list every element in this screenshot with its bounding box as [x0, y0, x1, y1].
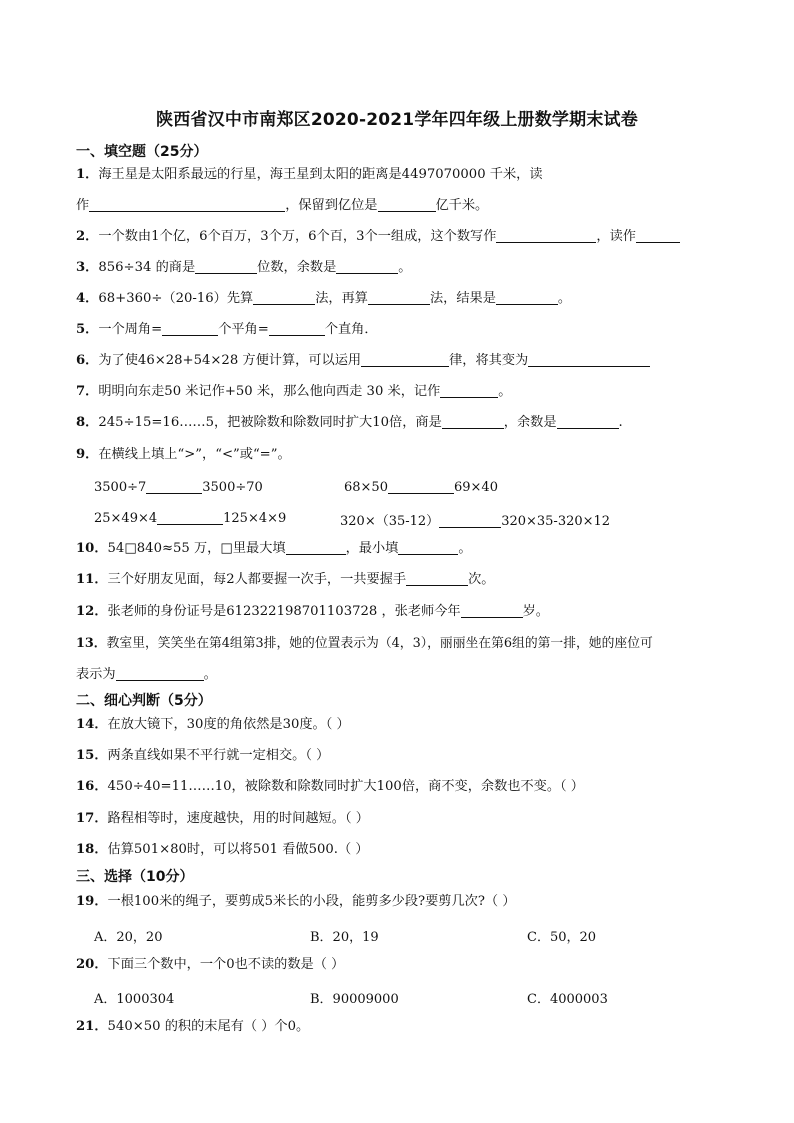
answer-blank[interactable]: [361, 352, 449, 367]
question-text: 表示为: [76, 667, 116, 682]
question-text: 。: [398, 260, 412, 275]
question-18: [76, 841, 754, 859]
section-true-false: 二、细心判断（5分）: [76, 693, 212, 709]
answer-blank[interactable]: [496, 228, 596, 243]
compare-item: 68×50 69×40: [344, 480, 498, 495]
question-text: 一个周角=: [98, 322, 163, 337]
question-text: 68+360÷（20-16）先算: [98, 291, 254, 306]
question-text: 三个好朋友见面，每2人都要握一次手，一共要握手: [107, 572, 407, 587]
question-11: [76, 571, 754, 589]
question-17: [76, 810, 754, 828]
question-number: 20．: [76, 957, 108, 972]
question-text[interactable]: 路程相等时，速度越快，用的时间越短。（ ）: [107, 811, 369, 826]
question-2: [76, 228, 754, 246]
question-text: 次。: [468, 572, 495, 587]
choice-b[interactable]: B．90009000: [310, 992, 399, 1007]
answer-blank[interactable]: [162, 321, 218, 336]
question-21: [76, 1018, 754, 1036]
answer-blank[interactable]: [406, 571, 468, 586]
question-number: 9．: [76, 447, 99, 462]
question-text: 位数，余数是: [257, 260, 337, 275]
question-text: 岁。: [522, 604, 549, 619]
question-text: 下面三个数中，一个0也不读的数是（ ）: [107, 957, 345, 972]
compare-item: 320×（35-12） 320×35-320×12: [340, 514, 611, 529]
question-number: 21．: [76, 1019, 108, 1034]
question-text: 。: [498, 384, 512, 399]
question-6: [76, 352, 754, 370]
question-text: 一个数由1个亿，6个百万，3个万，6个百，3个一组成，这个数写作: [98, 229, 497, 244]
question-1: [76, 166, 754, 184]
question-7: [76, 383, 754, 401]
question-number: 17．: [76, 811, 108, 826]
question-1-line-2: [76, 197, 754, 215]
question-number: 14．: [76, 717, 108, 732]
question-number: 7．: [76, 384, 99, 399]
answer-blank[interactable]: [286, 540, 346, 555]
question-15: [76, 747, 754, 765]
question-text: ，保留到亿位是: [285, 198, 378, 213]
question-text: 明明向东走50 米记作+50 米，那么他向西走 30 米，记作: [98, 384, 441, 399]
exam-title: 陕西省汉中市南郑区2020-2021学年四年级上册数学期末试卷: [156, 110, 638, 130]
question-text[interactable]: 估算501×80时，可以将501 看做500.（ ）: [107, 842, 369, 857]
answer-blank[interactable]: [636, 228, 680, 243]
question-13: [76, 635, 754, 653]
question-12: [76, 603, 754, 621]
question-text: 海王星是太阳系最远的行星，海王星到太阳的距离是4497070000 千米，读: [98, 167, 543, 182]
question-text: 。: [557, 291, 572, 306]
answer-blank[interactable]: [528, 352, 650, 367]
question-number: 12．: [76, 604, 108, 619]
question-text: 教室里，笑笑坐在第4组第3排，她的位置表示为（4，3），丽丽坐在第6组的第一排，她的座位可: [106, 636, 653, 651]
question-text: 律，将其变为: [449, 353, 529, 368]
question-text: .: [618, 415, 623, 430]
question-number: 1．: [76, 167, 99, 182]
choice-a[interactable]: A．1000304: [94, 992, 175, 1007]
answer-blank[interactable]: [388, 479, 454, 494]
question-number: 5．: [76, 322, 99, 337]
answer-blank[interactable]: [336, 259, 398, 274]
choice-c[interactable]: C．4000003: [527, 992, 608, 1007]
question-text[interactable]: 两条直线如果不平行就一定相交。（ ）: [107, 748, 330, 763]
question-13-line-2: [76, 666, 754, 684]
answer-blank[interactable]: [439, 513, 501, 528]
answer-blank[interactable]: [496, 290, 558, 305]
answer-blank[interactable]: [557, 414, 619, 429]
compare-item: 25×49×4 125×4×9: [94, 511, 287, 526]
question-text: ，最小填: [345, 541, 399, 556]
answer-blank[interactable]: [378, 197, 436, 212]
question-14: [76, 716, 754, 734]
question-text: ，读作: [596, 229, 636, 244]
choice-b[interactable]: B．20，19: [310, 930, 379, 945]
answer-blank[interactable]: [146, 479, 202, 494]
answer-blank[interactable]: [398, 540, 458, 555]
section-multiple-choice: 三、选择（10分）: [76, 869, 194, 885]
question-text: 亿千米。: [435, 198, 489, 213]
question-number: 6．: [76, 353, 99, 368]
question-4: [76, 290, 754, 308]
answer-blank[interactable]: [440, 383, 498, 398]
answer-blank[interactable]: [253, 290, 315, 305]
question-number: 2．: [76, 229, 99, 244]
question-text: 法，结果是: [429, 291, 496, 306]
answer-blank[interactable]: [89, 197, 285, 212]
question-text: 作: [76, 198, 90, 213]
question-text: 。: [458, 541, 472, 556]
question-number: 3．: [76, 260, 99, 275]
section-fill-in: 一、填空题（25分）: [76, 144, 208, 160]
answer-blank[interactable]: [368, 290, 430, 305]
question-3: [76, 259, 754, 277]
question-20: [76, 956, 754, 974]
question-text[interactable]: 450÷40=11……10，被除数和除数同时扩大100倍，商不变，余数也不变。（ ）: [107, 779, 584, 794]
question-text[interactable]: 在放大镜下，30度的角依然是30度。（ ）: [107, 717, 350, 732]
answer-blank[interactable]: [442, 414, 504, 429]
question-number: 19．: [76, 894, 108, 909]
question-text: 为了使46×28+54×28 方便计算，可以运用: [98, 353, 362, 368]
question-16: [76, 778, 754, 796]
question-text: 245÷15=16……5，把被除数和除数同时扩大10倍，商是: [98, 415, 442, 430]
answer-blank[interactable]: [461, 603, 523, 618]
question-9: [76, 446, 754, 464]
question-text: 法，再算: [315, 291, 368, 306]
question-number: 13．: [76, 636, 107, 651]
question-text: 张老师的身份证号是612322198701103728 ，张老师今年: [107, 604, 461, 619]
question-text: 个直角．: [324, 322, 378, 337]
question-19: [76, 893, 754, 911]
choice-c[interactable]: C．50，20: [527, 930, 597, 945]
compare-item: 3500÷7 3500÷70: [94, 480, 263, 495]
answer-blank[interactable]: [195, 259, 257, 274]
question-text: 54□840≈55 万，□里最大填: [107, 541, 286, 556]
question-8: [76, 414, 754, 432]
question-text: 。: [203, 667, 217, 682]
question-number: 16．: [76, 779, 108, 794]
question-text: 在横线上填上“>”，“<”或“=”。: [98, 447, 291, 462]
question-text: ，余数是: [503, 415, 557, 430]
question-text: 856÷34 的商是: [98, 260, 196, 275]
question-number: 4．: [76, 291, 99, 306]
answer-blank[interactable]: [157, 510, 223, 525]
question-text: 一根100米的绳子，要剪成5米长的小段，能剪多少段?要剪几次?（ ）: [107, 894, 516, 909]
question-number: 18．: [76, 842, 108, 857]
choice-a[interactable]: A．20，20: [94, 930, 163, 945]
answer-blank[interactable]: [116, 666, 204, 681]
question-number: 11．: [76, 572, 108, 587]
question-10: [76, 540, 754, 558]
question-number: 10．: [76, 541, 108, 556]
answer-blank[interactable]: [269, 321, 325, 336]
question-text: 540×50 的积的末尾有（ ）个0。: [107, 1019, 310, 1034]
question-5: [76, 321, 754, 339]
question-number: 8．: [76, 415, 99, 430]
question-text: 个平角=: [218, 322, 269, 337]
question-number: 15．: [76, 748, 108, 763]
